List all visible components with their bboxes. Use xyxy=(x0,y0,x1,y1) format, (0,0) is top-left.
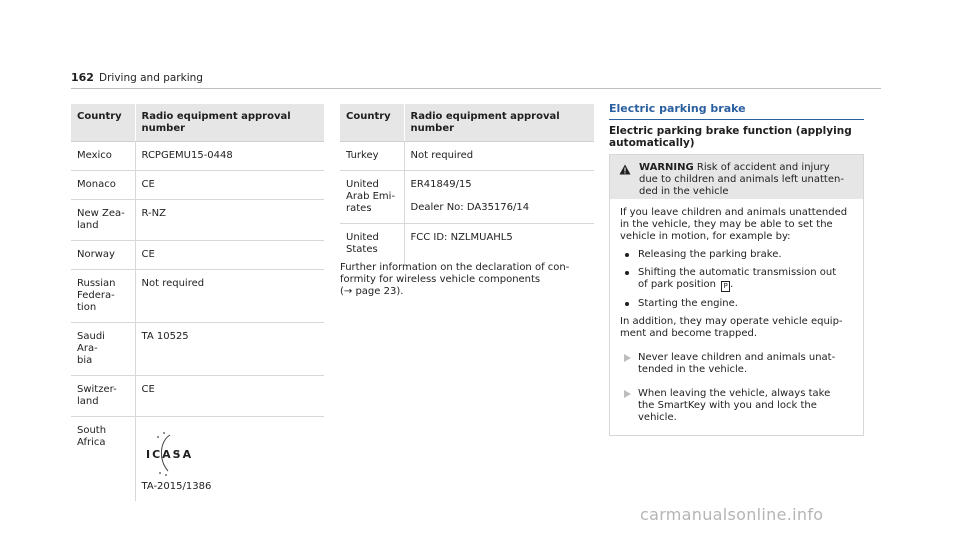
section-name: Driving and parking xyxy=(99,72,203,84)
country-cell: Saudi Ara- bia xyxy=(71,323,135,376)
approval-cell: Not required xyxy=(135,270,324,323)
table-row xyxy=(71,200,324,241)
page-header xyxy=(71,68,881,89)
warning-text xyxy=(639,162,854,198)
conformity-note: Further information on the declaration of con- formity for wireless vehicle components (→ page 23). xyxy=(340,262,570,297)
warning-addition: In addition, they may operate vehicle equip- ment and become trapped. xyxy=(620,316,843,339)
instruction-item: When leaving the vehicle, always take the SmartKey with you and lock the vehicle. xyxy=(620,388,853,424)
approval-cell: FCC ID: NZLMUAHL5 xyxy=(404,224,594,265)
approval-cell: CE xyxy=(135,241,324,270)
table-row xyxy=(71,417,324,502)
instruction-item: Never leave children and animals unat- tended in the vehicle. xyxy=(620,352,853,376)
warning-header xyxy=(610,155,863,199)
approval-number: ER41849/15 xyxy=(410,179,472,190)
table-row xyxy=(71,241,324,270)
column-header: Radio equipment approval number xyxy=(404,104,594,142)
warning-description: Risk of accident and injury due to children and animals left unatten- ded in the vehicle xyxy=(639,162,844,197)
approval-cell: R-NZ xyxy=(135,200,324,241)
table-row xyxy=(340,224,594,265)
country-cell: United States xyxy=(346,232,379,255)
park-position-icon: P xyxy=(721,281,730,292)
approval-table-left xyxy=(71,104,324,501)
dealer-number: Dealer No: DA35176/14 xyxy=(410,202,530,213)
section-title: Electric parking brake xyxy=(609,102,864,120)
warning-intro: If you leave children and animals unattended in the vehicle, they may be able to set the vehicle in motion, for example by: xyxy=(620,207,848,242)
approval-cell: CE xyxy=(135,376,324,417)
warning-body xyxy=(610,199,863,424)
warning-box xyxy=(609,154,864,436)
bullet-icon xyxy=(625,302,629,306)
warning-word: WARNING xyxy=(639,162,694,173)
country-cell: Mexico xyxy=(71,142,135,171)
column-header: Country xyxy=(71,104,135,142)
page-number: 162 xyxy=(71,71,94,84)
warning-triangle-icon xyxy=(619,164,631,175)
watermark: carmanualsonline.info xyxy=(640,505,824,524)
approval-table-right xyxy=(340,104,594,264)
list-item: Shifting the automatic transmission out of park position P . xyxy=(620,267,853,292)
approval-cell: CE xyxy=(135,171,324,200)
country-cell: Turkey xyxy=(340,142,404,171)
subsection-title: Electric parking brake function (applying automatically) xyxy=(609,125,852,149)
icasa-logo xyxy=(144,429,204,477)
table-row xyxy=(71,171,324,200)
approval-cell: Not required xyxy=(404,142,594,171)
approval-cell xyxy=(135,417,324,502)
bullet-icon xyxy=(625,271,629,275)
country-cell: New Zea- land xyxy=(71,200,135,241)
country-cell: United Arab Emi- rates xyxy=(340,171,404,224)
column-header: Radio equipment approval number xyxy=(135,104,324,142)
table-row xyxy=(340,171,594,224)
approval-cell xyxy=(404,171,594,224)
table-row xyxy=(71,142,324,171)
country-cell: South Africa xyxy=(77,425,107,448)
icasa-logo-text: ICASA xyxy=(145,448,193,461)
table-row xyxy=(340,142,594,171)
column-header: Country xyxy=(340,104,404,142)
country-cell: Russian Federa- tion xyxy=(71,270,135,323)
bullet-icon xyxy=(625,253,629,257)
hazard-list xyxy=(620,249,853,310)
list-item: Starting the engine. xyxy=(620,298,853,310)
list-item: Releasing the parking brake. xyxy=(620,249,853,261)
instruction-arrow-icon xyxy=(624,390,631,398)
approval-cell: RCPGEMU15-0448 xyxy=(135,142,324,171)
country-cell: Monaco xyxy=(71,171,135,200)
table-header-row xyxy=(340,104,594,142)
instruction-arrow-icon xyxy=(624,354,631,362)
table-row xyxy=(71,270,324,323)
table-row xyxy=(71,323,324,376)
country-cell: Switzer- land xyxy=(71,376,135,417)
table-row xyxy=(71,376,324,417)
table-header-row xyxy=(71,104,324,142)
country-cell: Norway xyxy=(71,241,135,270)
approval-cell: TA 10525 xyxy=(135,323,324,376)
approval-caption: TA-2015/1386 xyxy=(141,481,212,492)
